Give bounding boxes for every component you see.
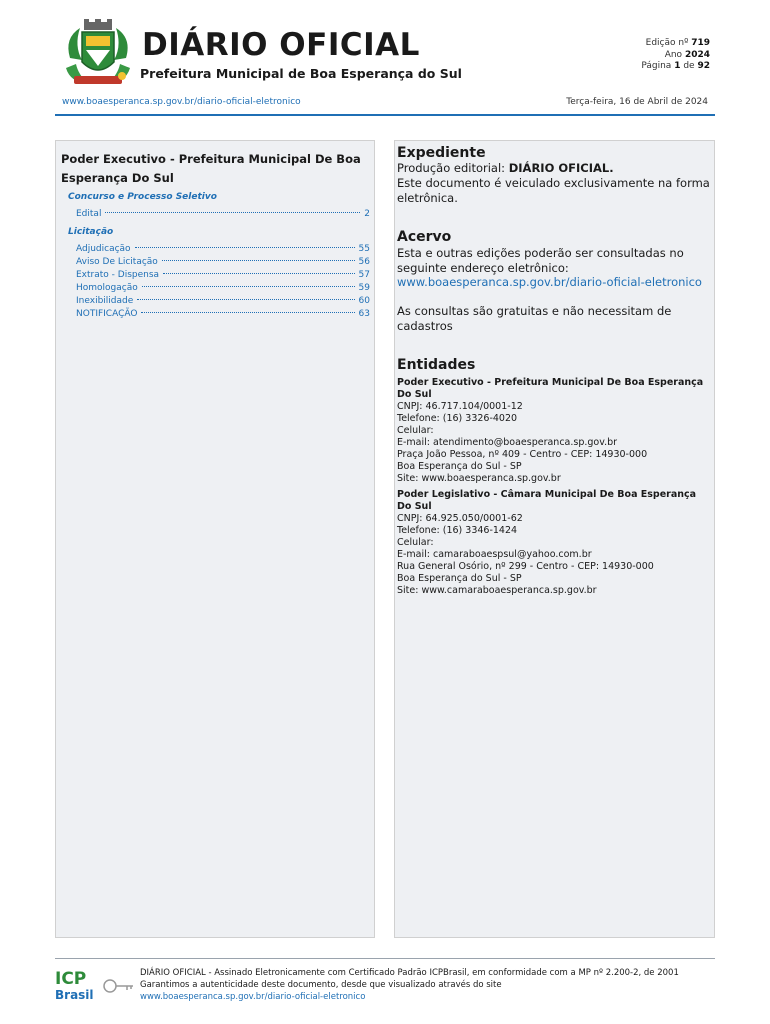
entity-mobile: Celular: [397, 537, 434, 548]
acervo-text1: Esta e outras edições poderão ser consultadas no seguinte endereço eletrônico: [397, 246, 684, 275]
expediente-title: Expediente [397, 145, 486, 161]
toc-item-label: Adjudicação [76, 244, 131, 254]
toc-leader [141, 312, 354, 313]
entity-site: Site: www.camaraboaesperanca.sp.gov.br [397, 585, 597, 596]
toc-section-title: Licitação [68, 227, 114, 237]
toc-leader [162, 260, 355, 261]
page-subtitle: Prefeitura Municipal de Boa Esperança do Sul [140, 66, 462, 81]
toc-item-page: 57 [358, 270, 370, 280]
year-label: Ano [664, 49, 683, 60]
toc-item-page: 55 [358, 244, 370, 254]
entity-address: Praça João Pessoa, nº 409 - Centro - CEP: 14930-000 [397, 449, 648, 460]
entity-email: E-mail: camaraboaespsul@yahoo.com.br [397, 549, 592, 560]
entity-site: Site: www.boaesperanca.sp.gov.br [397, 473, 561, 484]
icp-logo-text: ICP [55, 969, 87, 989]
toc-item-page: 63 [358, 309, 370, 319]
edition-number: 719 [691, 38, 710, 48]
acervo-text2: As consultas são gratuitas e não necessitam de cadastros [397, 304, 672, 333]
toc-item-label: Edital [76, 209, 102, 219]
toc-item-page: 2 [364, 209, 370, 219]
toc-item[interactable] [76, 257, 370, 267]
toc-leader [135, 247, 355, 248]
toc-item-page: 59 [358, 283, 370, 293]
page-label: Página [641, 61, 672, 71]
toc-item[interactable] [76, 309, 370, 319]
toc-item[interactable] [76, 270, 370, 280]
toc-item-page: 56 [358, 257, 370, 267]
toc-item-label: NOTIFICAÇÃO [76, 309, 138, 319]
expediente-bold: DIÁRIO OFICIAL. [508, 161, 614, 175]
entity-city: Boa Esperança do Sul - SP [397, 573, 522, 584]
icp-brasil-logo-icon [55, 968, 135, 1002]
entity-cnpj: CNPJ: 64.925.050/0001-62 [397, 513, 523, 524]
toc-item-page: 60 [358, 296, 370, 306]
toc-leader [137, 299, 354, 300]
acervo-link[interactable]: www.boaesperanca.sp.gov.br/diario-oficial-eletronico [397, 275, 702, 289]
toc-leader [142, 286, 355, 287]
toc-item-label: Extrato - Dispensa [76, 270, 160, 280]
footer-signature-note: DIÁRIO OFICIAL - Assinado Eletronicamente com Certificado Padrão ICPBrasil, em conformidade com a MP nº 2.200-2, de 2001 [140, 968, 679, 978]
entity-mobile: Celular: [397, 425, 434, 436]
edition-label: Edição nº [645, 38, 689, 48]
entity-name: Poder Legislativo - Câmara Municipal De Boa Esperança Do Sul [397, 489, 697, 512]
page-title: DIÁRIO OFICIAL [142, 27, 420, 63]
entity-name: Poder Executivo - Prefeitura Municipal De Boa Esperança Do Sul [397, 377, 704, 400]
footer-authenticity-note: Garantimos a autenticidade deste documento, desde que visualizado através do site [140, 980, 502, 990]
page-of: de [683, 61, 695, 71]
toc-item[interactable] [76, 209, 370, 219]
toc-heading: Poder Executivo - Prefeitura Municipal De Boa Esperança Do Sul [61, 152, 361, 185]
acervo-title: Acervo [397, 229, 452, 245]
page-total: 92 [697, 61, 710, 71]
entidades-title: Entidades [397, 357, 476, 373]
entity-phone: Telefone: (16) 3326-4020 [397, 413, 518, 424]
footer-site-link[interactable]: www.boaesperanca.sp.gov.br/diario-oficial-eletronico [140, 992, 366, 1002]
expediente-line2: Este documento é veiculado exclusivamente na forma eletrônica. [397, 176, 710, 205]
toc-item[interactable] [76, 283, 370, 293]
municipal-crest-icon [60, 18, 136, 90]
expediente-prefix: Produção editorial: [397, 161, 509, 175]
toc-item[interactable] [76, 296, 370, 306]
entity-city: Boa Esperança do Sul - SP [397, 461, 522, 472]
year-value: 2024 [684, 49, 710, 60]
toc-item[interactable] [76, 244, 370, 254]
expediente-line1 [397, 161, 712, 176]
toc-item-label: Aviso De Licitação [76, 257, 158, 267]
toc-leader [105, 212, 360, 213]
footer-divider [55, 958, 715, 959]
page-number: 1 [674, 61, 681, 71]
toc-item-label: Inexibilidade [76, 296, 134, 306]
entity-cnpj: CNPJ: 46.717.104/0001-12 [397, 401, 523, 412]
toc-item-label: Homologação [76, 283, 138, 293]
entity-address: Rua General Osório, nº 299 - Centro - CEP: 14930-000 [397, 561, 654, 572]
toc-section-title: Concurso e Processo Seletivo [68, 192, 217, 202]
icp-logo-country: Brasil [55, 988, 94, 1002]
header-divider [55, 114, 715, 116]
toc-leader [163, 273, 355, 274]
site-link[interactable]: www.boaesperanca.sp.gov.br/diario-oficial-eletronico [62, 97, 301, 107]
edition-info [641, 38, 710, 73]
entity-phone: Telefone: (16) 3346-1424 [397, 525, 518, 536]
publication-date: Terça-feira, 16 de Abril de 2024 [566, 97, 708, 107]
entity-email: E-mail: atendimento@boaesperanca.sp.gov.br [397, 437, 618, 448]
